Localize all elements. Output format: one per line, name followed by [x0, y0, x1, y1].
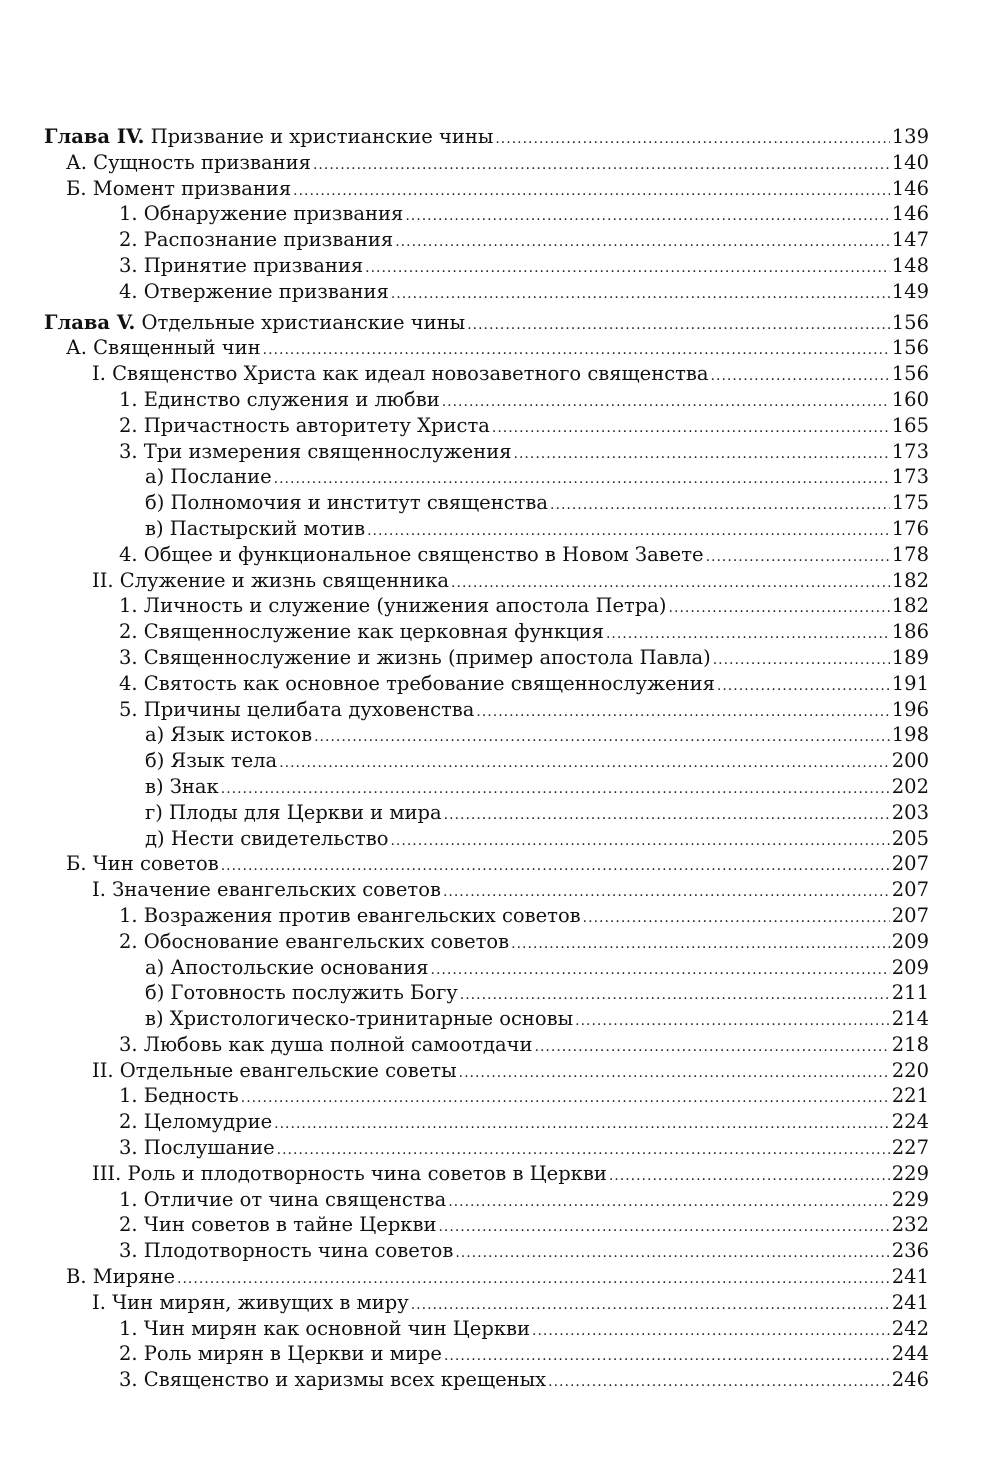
- toc-entry-title: [119, 620, 604, 643]
- toc-page-number: 227: [891, 1136, 929, 1160]
- toc-entry-text: А. Сущность призвания: [66, 150, 311, 174]
- toc-entry-text: 2. Роль мирян в Церкви и мире: [119, 1342, 442, 1366]
- toc-page-number: 207: [891, 903, 929, 927]
- toc-entry-row: [44, 956, 929, 982]
- dot-leader: [459, 1065, 890, 1081]
- toc-entry-text: I. Чин мирян, живущих в миру: [92, 1290, 409, 1314]
- toc-entry-text: а) Апостольские основания: [145, 955, 429, 979]
- dot-leader: [535, 1039, 890, 1055]
- toc-entry-text: 1. Отличие от чина священства: [119, 1187, 447, 1211]
- toc-entry-title: [145, 775, 219, 798]
- toc-page-number: 211: [891, 981, 929, 1005]
- toc-entry-text: 1. Бедность: [119, 1084, 239, 1108]
- dot-leader: [711, 368, 890, 384]
- toc-entry-row: [44, 749, 929, 775]
- toc-entry-title: [145, 749, 277, 772]
- toc-page-number: 156: [891, 336, 929, 360]
- dot-leader: [514, 446, 890, 462]
- toc-entry-text: 1. Единство служения и любви: [119, 387, 440, 411]
- dot-leader: [495, 131, 889, 147]
- dot-leader: [277, 1142, 890, 1158]
- dot-leader: [460, 987, 890, 1003]
- toc-entry-row: [44, 1084, 929, 1110]
- toc-page-number: 241: [891, 1290, 929, 1314]
- toc-page-number: 182: [891, 594, 929, 618]
- toc-entry-row: [44, 1033, 929, 1059]
- toc-entry-text: б) Готовность послужить Богу: [145, 981, 458, 1005]
- toc-entry-row: [44, 904, 929, 930]
- toc-entry-row: [44, 177, 929, 203]
- toc-chapter-row: [44, 125, 929, 151]
- toc-entry-text: 4. Общее и функциональное священство в Новом Завете: [119, 542, 704, 566]
- toc-entry-text: 2. Священнослужение как церковная функция: [119, 620, 604, 644]
- toc-entry-row: [44, 1136, 929, 1162]
- toc-entry-text: 2. Обоснование евангельских советов: [119, 929, 510, 953]
- toc-entry-row: [44, 414, 929, 440]
- toc-entry-row: [44, 543, 929, 569]
- dot-leader: [442, 394, 890, 410]
- toc-entry-title: [44, 125, 493, 148]
- toc-page-number: 176: [891, 516, 929, 540]
- dot-leader: [713, 652, 890, 668]
- dot-leader: [492, 420, 890, 436]
- toc-entry-row: [44, 698, 929, 724]
- toc-page-number: 148: [891, 253, 929, 277]
- toc-entry-title: [119, 1110, 272, 1133]
- toc-page-number: 202: [891, 774, 929, 798]
- toc-entry-title: [119, 414, 490, 437]
- toc-entry-text: б) Язык тела: [145, 749, 278, 773]
- toc-entry-text: 3. Принятие призвания: [119, 253, 364, 277]
- toc-entry-text: 1. Личность и служение (унижения апостола Петра): [119, 594, 667, 618]
- toc-entry-text: Призвание и христианские чины: [144, 125, 494, 148]
- toc-entry-row: [44, 336, 929, 362]
- toc-entry-row: [44, 620, 929, 646]
- toc-entry-text: д) Нести свидетельство: [145, 826, 389, 850]
- toc-entry-row: [44, 878, 929, 904]
- toc-entry-row: [44, 1291, 929, 1317]
- toc-entry-title: [119, 904, 581, 927]
- toc-entry-text: А. Священный чин: [66, 336, 261, 360]
- toc-entry-title: [44, 311, 465, 334]
- toc-page-number: 214: [891, 1007, 929, 1031]
- dot-leader: [390, 833, 889, 849]
- dot-leader: [548, 1374, 890, 1390]
- toc-entry-title: [145, 956, 429, 979]
- toc-page-number: 221: [891, 1084, 929, 1108]
- toc-page-number: 175: [891, 491, 929, 515]
- toc-entry-text: 3. Послушание: [119, 1136, 275, 1160]
- toc-entry-row: [44, 151, 929, 177]
- toc-entry-title: [92, 362, 709, 385]
- dot-leader: [443, 884, 890, 900]
- dot-leader: [448, 1194, 890, 1210]
- toc-entry-row: [44, 1342, 929, 1368]
- toc-entry-row: [44, 1239, 929, 1265]
- toc-entry-title: [145, 801, 442, 824]
- toc-entry-text: в) Знак: [145, 774, 219, 798]
- toc-page-number: 156: [891, 310, 929, 334]
- toc-page-number: 242: [891, 1316, 929, 1340]
- toc-entry-title: [119, 698, 474, 721]
- toc-chapter-label: Глава IV.: [44, 125, 145, 148]
- dot-leader: [411, 1297, 890, 1313]
- toc-entry-title: [92, 878, 441, 901]
- dot-leader: [391, 286, 890, 302]
- toc-entry-row: [44, 723, 929, 749]
- toc-entry-title: [92, 1162, 607, 1185]
- toc-page-number: 146: [891, 176, 929, 200]
- toc-entry-text: 1. Чин мирян как основной чин Церкви: [119, 1316, 530, 1340]
- toc-entry-row: [44, 517, 929, 543]
- toc-entry-row: [44, 646, 929, 672]
- toc-entry-text: в) Христологическо-тринитарные основы: [145, 1007, 574, 1031]
- toc-entry-text: Б. Момент призвания: [66, 176, 292, 200]
- toc-entry-row: [44, 801, 929, 827]
- dot-leader: [575, 1013, 890, 1029]
- dot-leader: [451, 575, 890, 591]
- toc-page-number: 220: [891, 1058, 929, 1082]
- toc-entry-row: [44, 388, 929, 414]
- toc-entry-text: 3. Любовь как душа полной самоотдачи: [119, 1032, 533, 1056]
- toc-entry-title: [119, 1213, 436, 1236]
- toc-entry-text: 3. Три измерения священнослужения: [119, 439, 512, 463]
- toc-entry-title: [145, 491, 548, 514]
- toc-entry-title: [119, 1239, 453, 1262]
- dot-leader: [532, 1323, 890, 1339]
- toc-entry-row: [44, 440, 929, 466]
- toc-entry-text: Отдельные христианские чины: [135, 310, 466, 334]
- toc-page-number: 203: [891, 800, 929, 824]
- toc-entry-text: 2. Целомудрие: [119, 1110, 273, 1134]
- dot-leader: [476, 704, 889, 720]
- dot-leader: [717, 678, 890, 694]
- toc-entry-row: [44, 1059, 929, 1085]
- toc-page-number: 224: [891, 1110, 929, 1134]
- toc-entry-row: [44, 1007, 929, 1033]
- toc-entry-title: [66, 852, 219, 875]
- toc-entry-row: [44, 228, 929, 254]
- toc-page-number: 229: [891, 1161, 929, 1185]
- toc-page-number: 246: [891, 1368, 929, 1392]
- dot-leader: [405, 208, 889, 224]
- toc-entry-row: [44, 362, 929, 388]
- toc-page-number: 200: [891, 749, 929, 773]
- dot-leader: [511, 936, 890, 952]
- toc-entry-row: [44, 775, 929, 801]
- toc-entry-title: [119, 254, 363, 277]
- toc-page-number: 207: [891, 852, 929, 876]
- toc-entry-title: [145, 827, 388, 850]
- toc-entry-row: [44, 569, 929, 595]
- toc-page-number: 147: [891, 228, 929, 252]
- toc-entry-title: [119, 388, 440, 411]
- toc-entry-row: [44, 827, 929, 853]
- dot-leader: [365, 260, 890, 276]
- toc-page-number: 156: [891, 362, 929, 386]
- toc-entry-text: б) Полномочия и институт священства: [145, 491, 549, 515]
- dot-leader: [583, 910, 890, 926]
- toc-page-number: 209: [891, 955, 929, 979]
- toc-entry-title: [66, 177, 291, 200]
- dot-leader: [263, 342, 890, 358]
- toc-page-number: 173: [891, 439, 929, 463]
- dot-leader: [313, 157, 890, 173]
- toc-page-number: 191: [891, 671, 929, 695]
- toc-entry-title: [119, 1368, 546, 1391]
- toc-page-number: 140: [891, 150, 929, 174]
- toc-entry-text: 1. Возражения против евангельских советов: [119, 903, 581, 927]
- toc-entry-row: [44, 981, 929, 1007]
- toc-entry-title: [119, 1317, 530, 1340]
- toc-entry-title: [119, 202, 403, 225]
- toc-entry-text: Б. Чин советов: [66, 852, 219, 876]
- toc-entry-text: 2. Чин советов в тайне Церкви: [119, 1213, 437, 1237]
- toc-page-number: 229: [891, 1187, 929, 1211]
- dot-leader: [550, 497, 890, 513]
- toc-entry-title: [66, 336, 261, 359]
- dot-leader: [444, 1348, 890, 1364]
- toc-entry-text: в) Пастырский мотив: [145, 516, 366, 540]
- toc-entry-title: [119, 594, 667, 617]
- toc-entry-text: г) Плоды для Церкви и мира: [145, 800, 442, 824]
- toc-entry-text: III. Роль и плодотворность чина советов в Церкви: [92, 1161, 607, 1185]
- toc-entry-row: [44, 1213, 929, 1239]
- dot-leader: [314, 729, 890, 745]
- toc-page-number: 198: [891, 723, 929, 747]
- dot-leader: [367, 523, 890, 539]
- toc-entry-title: [92, 1059, 457, 1082]
- toc-entry-title: [66, 151, 311, 174]
- dot-leader: [274, 471, 890, 487]
- toc-entry-title: [92, 569, 449, 592]
- toc-entry-text: II. Служение и жизнь священника: [92, 568, 450, 592]
- toc-entry-title: [119, 646, 711, 669]
- toc-page-number: 182: [891, 568, 929, 592]
- toc-page-number: 244: [891, 1342, 929, 1366]
- dot-leader: [609, 1168, 890, 1184]
- dot-leader: [221, 858, 890, 874]
- toc-entry-text: 5. Причины целибата духовенства: [119, 697, 475, 721]
- toc-entry-title: [145, 517, 365, 540]
- toc-page-number: 178: [891, 542, 929, 566]
- toc-entry-text: 3. Священнослужение и жизнь (пример апостола Павла): [119, 645, 711, 669]
- toc-entry-text: 2. Причастность авторитету Христа: [119, 413, 490, 437]
- dot-leader: [177, 1271, 890, 1287]
- toc-entry-title: [145, 723, 312, 746]
- toc-entry-text: а) Язык истоков: [145, 723, 313, 747]
- toc-entry-title: [119, 440, 512, 463]
- toc-page-number: 189: [891, 645, 929, 669]
- toc-chapter-row: [44, 311, 929, 337]
- toc-page-number: 205: [891, 826, 929, 850]
- dot-leader: [431, 962, 890, 978]
- dot-leader: [438, 1219, 889, 1235]
- toc-page-number: 196: [891, 697, 929, 721]
- toc-entry-row: [44, 852, 929, 878]
- toc-entry-text: В. Миряне: [66, 1265, 176, 1289]
- dot-leader: [444, 807, 890, 823]
- toc-entry-title: [145, 1007, 573, 1030]
- dot-leader: [241, 1090, 890, 1106]
- toc-entry-title: [119, 1033, 533, 1056]
- toc-entry-title: [119, 1188, 446, 1211]
- dot-leader: [706, 549, 890, 565]
- dot-leader: [395, 234, 890, 250]
- toc-entry-text: II. Отдельные евангельские советы: [92, 1058, 457, 1082]
- toc-page-number: 236: [891, 1239, 929, 1263]
- toc-page-number: 165: [891, 413, 929, 437]
- dot-leader: [274, 1116, 890, 1132]
- toc-page-number: 186: [891, 620, 929, 644]
- toc-page-number: 160: [891, 387, 929, 411]
- toc-entry-row: [44, 1317, 929, 1343]
- toc-page-number: 241: [891, 1265, 929, 1289]
- toc-entry-title: [92, 1291, 409, 1314]
- toc-entry-title: [119, 1342, 442, 1365]
- toc-entry-row: [44, 1162, 929, 1188]
- table-of-contents: [44, 125, 929, 1394]
- toc-entry-text: I. Священство Христа как идеал новозаветного священства: [92, 362, 709, 386]
- toc-entry-text: 1. Обнаружение призвания: [119, 202, 404, 226]
- toc-entry-row: [44, 254, 929, 280]
- toc-entry-text: 2. Распознание призвания: [119, 228, 394, 252]
- toc-entry-row: [44, 491, 929, 517]
- toc-entry-row: [44, 202, 929, 228]
- toc-entry-title: [119, 1136, 275, 1159]
- toc-entry-title: [145, 465, 272, 488]
- dot-leader: [606, 626, 890, 642]
- toc-entry-row: [44, 465, 929, 491]
- toc-page-number: 209: [891, 929, 929, 953]
- dot-leader: [221, 781, 890, 797]
- toc-entry-title: [66, 1265, 175, 1288]
- toc-entry-text: I. Значение евангельских советов: [92, 878, 441, 902]
- toc-entry-row: [44, 930, 929, 956]
- dot-leader: [293, 183, 890, 199]
- toc-entry-row: [44, 280, 929, 306]
- toc-page-number: 139: [891, 125, 929, 148]
- toc-entry-text: 3. Священство и харизмы всех крещеных: [119, 1368, 547, 1392]
- dot-leader: [467, 317, 890, 333]
- toc-page-number: 207: [891, 878, 929, 902]
- toc-entry-title: [119, 280, 389, 303]
- toc-page-number: 173: [891, 465, 929, 489]
- dot-leader: [279, 755, 890, 771]
- toc-page-number: 146: [891, 202, 929, 226]
- toc-entry-row: [44, 1265, 929, 1291]
- toc-entry-row: [44, 1368, 929, 1394]
- toc-page-number: 232: [891, 1213, 929, 1237]
- dot-leader: [455, 1245, 889, 1261]
- toc-entry-title: [119, 1084, 239, 1107]
- toc-entry-row: [44, 1188, 929, 1214]
- toc-entry-title: [119, 930, 509, 953]
- toc-page-number: 218: [891, 1032, 929, 1056]
- toc-entry-row: [44, 594, 929, 620]
- dot-leader: [669, 600, 890, 616]
- toc-entry-text: 4. Святость как основное требование священнослужения: [119, 671, 715, 695]
- toc-chapter-label: Глава V.: [44, 310, 136, 334]
- toc-entry-text: 4. Отвержение призвания: [119, 279, 389, 303]
- toc-entry-row: [44, 672, 929, 698]
- toc-entry-text: а) Послание: [145, 465, 272, 489]
- toc-entry-title: [119, 228, 393, 251]
- toc-entry-title: [119, 543, 704, 566]
- toc-page-number: 149: [891, 279, 929, 303]
- toc-entry-row: [44, 1110, 929, 1136]
- toc-entry-text: 3. Плодотворность чина советов: [119, 1239, 454, 1263]
- toc-entry-title: [119, 672, 715, 695]
- toc-entry-title: [145, 981, 458, 1004]
